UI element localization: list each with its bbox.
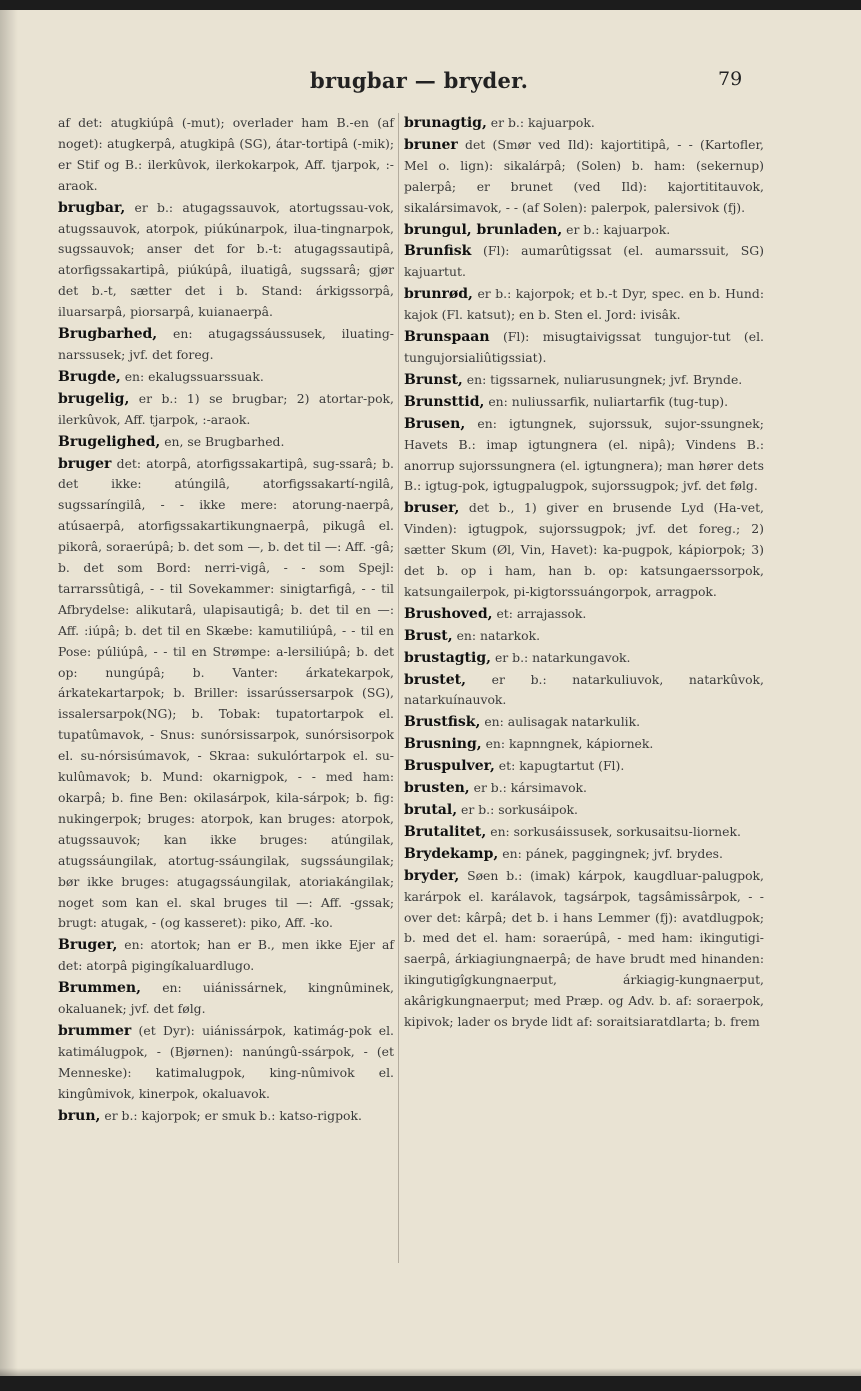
entry-definition: (Fl): misugtaivigssat tungujor-tut (el. tungujorsialiûtigssiat). bbox=[404, 329, 764, 365]
dictionary-entry bbox=[404, 392, 764, 413]
dictionary-entry bbox=[58, 978, 394, 1020]
dictionary-entry bbox=[404, 712, 764, 733]
dictionary-entry bbox=[404, 648, 764, 669]
dictionary-entry bbox=[404, 800, 764, 821]
dictionary-entry bbox=[404, 414, 764, 498]
entry-headword: brusten, bbox=[404, 780, 470, 797]
entry-headword: Brugbarhed, bbox=[58, 326, 158, 343]
entry-definition: (et Dyr): uiánissárpok, katimág-pok el. katimálugpok, - (Bjørnen): nanúngû-ssárpok, - (et Menneske): katimalugpok, king-nûmivok el. kingûmivok, kinerpok, okaluavok. bbox=[58, 1022, 394, 1101]
page-header bbox=[0, 68, 861, 98]
entry-definition: en: ekalugssuarssuak. bbox=[124, 368, 264, 384]
entry-headword: brugbar, bbox=[58, 199, 126, 216]
entry-definition: er b.: kársimavok. bbox=[473, 780, 587, 796]
dictionary-entry bbox=[404, 778, 764, 799]
entry-definition: er b.: natarkuliuvok, natarkûvok, natarkuínauvok. bbox=[404, 671, 764, 708]
entry-headword: Brustfisk, bbox=[404, 714, 481, 731]
dictionary-entry bbox=[58, 454, 394, 935]
entry-headword: brutal, bbox=[404, 802, 458, 818]
dictionary-entry bbox=[404, 113, 764, 134]
dictionary-entry bbox=[58, 324, 394, 366]
entry-definition: et: arrajassok. bbox=[496, 605, 587, 621]
entry-headword: brungul, brunladen, bbox=[404, 221, 563, 238]
entry-headword: Brunspaan bbox=[404, 329, 490, 346]
entry-definition: er b.: kajuarpok. bbox=[566, 221, 671, 237]
dictionary-entry bbox=[404, 822, 764, 843]
dictionary-entry bbox=[58, 935, 394, 977]
entry-definition: et: kapugtartut (Fl). bbox=[498, 758, 625, 774]
entry-definition: en: atugagssáussusek, iluating-narssusek; jvf. det foreg. bbox=[58, 326, 394, 362]
dictionary-entry bbox=[58, 1106, 394, 1127]
entry-definition: en, se Brugbarhed. bbox=[164, 433, 285, 449]
dictionary-entry bbox=[404, 844, 764, 865]
entry-headword: Brugde, bbox=[58, 368, 121, 385]
entry-headword: brugelig, bbox=[58, 390, 130, 407]
dictionary-entry bbox=[404, 220, 764, 241]
entry-headword: Brushoved, bbox=[404, 605, 493, 622]
dictionary-entry bbox=[404, 241, 764, 283]
entry-definition: en: tigssarnek, nuliarusungnek; jvf. Brynde. bbox=[466, 371, 743, 387]
dictionary-entry bbox=[58, 389, 394, 431]
entry-definition: en: aulisagak natarkulik. bbox=[484, 714, 641, 730]
column-divider bbox=[398, 113, 399, 1263]
dictionary-entry bbox=[404, 327, 764, 369]
entry-definition: en: kapnngnek, kápiornek. bbox=[485, 736, 654, 752]
dictionary-entry bbox=[404, 284, 764, 326]
left-column bbox=[58, 113, 394, 1128]
entry-headword: Brutalitet, bbox=[404, 823, 487, 840]
entry-definition: en: uiánissárnek, kingnûminek, okaluanek; jvf. det følg. bbox=[58, 980, 394, 1017]
dictionary-entry bbox=[58, 1021, 394, 1105]
dictionary-entry bbox=[58, 198, 394, 323]
dictionary-page bbox=[0, 10, 861, 1376]
entry-definition: er b.: atugagssauvok, atortugssau-vok, atugssauvok, atorpok, piúkúnarpok, ilua-tingnarpok, sugssauvok; anser det for b.-t: atugagssautipâ, atorfigssakartipâ, piúkúpâ, iluatigâ, sugssarâ; gjør det b.-t, sætter det i b. Stand: árkigssorpâ, iluarsarpâ, piorsarpâ, kuianaerpâ. bbox=[58, 199, 394, 320]
entry-headword: brustet, bbox=[404, 671, 466, 688]
entry-headword: brustagtig, bbox=[404, 649, 492, 666]
entry-headword: Brummen, bbox=[58, 980, 141, 997]
right-column bbox=[404, 113, 764, 1034]
entry-headword: Brust, bbox=[404, 627, 453, 644]
dictionary-entry bbox=[404, 604, 764, 625]
entry-headword: Brusen, bbox=[404, 415, 466, 432]
entry-definition: Søen b.: (imak) kárpok, kaugdluar-palugpok, karárpok el. karálavok, tagsárpok, tagsâmissârpok, - - over det: kârpâ; det b. i hans Lemmer (fj): avatdlugpok; b. med det el. ham: soraerúpâ, - med ham: ikingutigi-saerpâ, árkiagiungnaerpâ; de have brudt med hinanden: ikingutigîgkungnaerput, árkiagig-kungnaerput, akârigkungnaerput; med Præp. og Adv. b. af: soraerpok, kipivok; lader os bryde lidt af: soraitsiaratdlarta; b. frem bbox=[404, 867, 764, 1030]
dictionary-entry bbox=[404, 135, 764, 219]
entry-headword: Brunsttid, bbox=[404, 393, 485, 410]
entry-headword: bruner bbox=[404, 136, 458, 153]
entry-headword: Brusning, bbox=[404, 736, 482, 753]
dictionary-entry bbox=[404, 734, 764, 755]
entry-definition: det b., 1) giver en brusende Lyd (Ha-vet, Vinden): igtugpok, sujorssugpok; jvf. det foreg.; 2) sætter Skum (Øl, Vin, Havet): ka-pugpok, kápiorpok; 3) det b. op i ham, han b. op: katsungaerssorpok, katsungailerpok, pi-kigtorssuángorpok, arragpok. bbox=[404, 500, 764, 599]
entry-definition: en: pánek, paggingnek; jvf. brydes. bbox=[502, 845, 723, 861]
page-edge-shadow bbox=[0, 10, 18, 1376]
entry-definition: det (Smør ved Ild): kajortitipâ, - - (Kartofler, Mel o. lign): sikalárpâ; (Solen) b. ham: (sekernup) palerpâ; er brunet (ved Ild): kajortititauvok, sikalársimavok, - - (af Solen): palerpok, palersivok (fj). bbox=[404, 136, 764, 215]
entry-headword: Brunfisk bbox=[404, 243, 472, 260]
entry-definition: er b.: kajorpok; er smuk b.: katso-rigpok. bbox=[104, 1107, 362, 1123]
entry-definition: er b.: sorkusáipok. bbox=[461, 802, 578, 817]
entry-definition: (Fl): aumarûtigssat (el. aumarssuit, SG) kajuartut. bbox=[404, 243, 764, 280]
entry-definition: en: natarkok. bbox=[456, 627, 541, 643]
page-number: 79 bbox=[718, 68, 743, 90]
entry-definition: er b.: kajorpok; et b.-t Dyr, spec. en b. Hund: kajok (Fl. katsut); en b. Sten el. Jord: ivisâk. bbox=[404, 286, 764, 323]
entry-headword: Brydekamp, bbox=[404, 845, 499, 862]
entry-definition: det: atorpâ, atorfigssakartipâ, sug-ssarâ; b. det ikke: atúngilâ, atorfigssakartí-ngilâ, sugssaríngilâ, - - ikke mere: atorung-naerpâ, atúsaerpâ, atorfigssakartikungnaerpâ, pikugâ el. pikorâ, soraerúpâ; b. det som —, b. det til —: Aff. -gâ; b. det som Bord: nerri-vigâ, - - som Spejl: tarrarssûtigâ, - - til Sovekammer: sinigtarfigâ, - - til Afbrydelse: alikutarâ, ulapisautigâ; b. det til en —: Aff. :iúpâ; b. det til en Skæbe: kamutiliúpâ, - - til en Pose: púliúpâ, - - til en Strømpe: a-lersiliúpâ; b. det op: nungúpâ; b. Vanter: árkatekarpok, árkatekartarpok; b. Briller: issarússersarpok (SG), issalersarpok(NG); b. Tobak: tupatortarpok el. tupatûmavok, - Snus: sunórsissarpok, sunórsisorpok el. su-nórsisúmavok, - Skraa: sukulórtarpok el. su-kulûmavok; b. Mund: okarnigpok, - - med ham: okarpâ; b. fine Ben: okilasárpok, kila-sárpok; b. fig: nukingerpok; bruges: atorpok, kan bruges: atorpok, atugssauvok; kan ikke bruges: atúngilak, atugssáungilak, atortug-ssáungilak, sugssáungilak; bør ikke bruges: atugagssáungilak, atoriakángilak; noget som kan el. skal bruges til —: Aff. -gssak; brugt: atugak, - (og kasseret): piko, Aff. -ko. bbox=[58, 455, 394, 931]
entry-headword: Bruger, bbox=[58, 937, 118, 954]
entry-headword: brunagtig, bbox=[404, 115, 487, 131]
entry-headword: Brunst, bbox=[404, 371, 463, 388]
entry-headword: brummer bbox=[58, 1022, 132, 1039]
dictionary-entry bbox=[404, 866, 764, 1033]
entry-headword: brun, bbox=[58, 1107, 101, 1124]
dictionary-entry bbox=[404, 370, 764, 391]
entry-definition: er b.: 1) se brugbar; 2) atortar-pok, ilerkûvok, Aff. tjarpok, :-araok. bbox=[58, 390, 394, 427]
entry-definition: en: sorkusáissusek, sorkusaitsu-liornek. bbox=[490, 823, 741, 839]
entry-headword: Brugelighed, bbox=[58, 433, 161, 450]
dictionary-entry bbox=[404, 498, 764, 603]
entry-headword: Bruspulver, bbox=[404, 758, 495, 775]
entry-headword: bruser, bbox=[404, 500, 460, 517]
dictionary-entry bbox=[404, 670, 764, 712]
entry-definition: er b.: natarkungavok. bbox=[494, 649, 631, 665]
page-bottom-shadow bbox=[0, 1368, 861, 1376]
entry-definition: en: atortok; han er B., men ikke Ejer af det: atorpâ pigingíkaluardlugo. bbox=[58, 937, 394, 974]
dictionary-entry bbox=[58, 432, 394, 453]
dictionary-entry bbox=[404, 626, 764, 647]
dictionary-entry bbox=[404, 756, 764, 777]
entry-definition: en: igtungnek, sujorssuk, sujor-ssungnek; Havets B.: imap igtungnera (el. nipâ); Vindens B.: anorrup sujorssungnera (el. igtungnera); man hører dets B.: igtug-pok, igtugpalugpok, sujorssugpok; jvf. det følg. bbox=[404, 415, 764, 494]
entry-headword: bruger bbox=[58, 455, 112, 472]
dictionary-entry bbox=[58, 113, 394, 197]
entry-headword: bryder, bbox=[404, 867, 460, 884]
entry-definition: af det: atugkiúpâ (-mut); overlader ham B.-en (af noget): atugkerpâ, atugkipâ (SG), átar-tortipâ (-mik); er Stif og B.: ilerkûvok, ilerkokarpok, Aff. tjarpok, :-araok. bbox=[58, 115, 394, 193]
entry-definition: en: nuliussarfik, nuliartarfik (tug-tup). bbox=[488, 393, 729, 409]
running-head: brugbar — bryder. bbox=[310, 68, 529, 93]
entry-headword: brunrød, bbox=[404, 286, 473, 303]
entry-definition: er b.: kajuarpok. bbox=[490, 115, 595, 130]
dictionary-entry bbox=[58, 367, 394, 388]
